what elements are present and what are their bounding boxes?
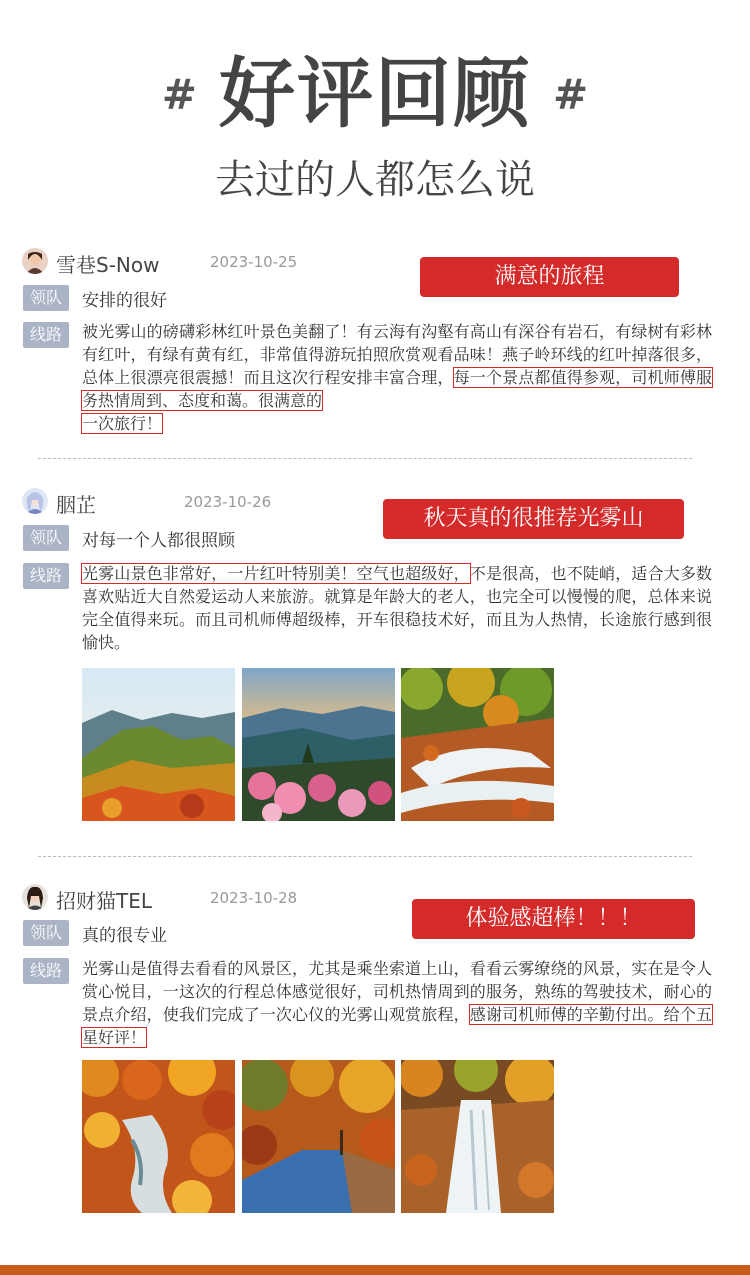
- review-photo-stream[interactable]: [401, 668, 554, 821]
- route-tag: 线路: [23, 958, 69, 984]
- username: 胭芷: [56, 493, 96, 517]
- route-text-plain: 不是很高，也不陡峭，适合大多数喜欢贴近大自然爱运动人来旅游。就算是年龄大的老人，也完全可以慢慢的爬，总体来说完全值得来玩。而且司机师傅超级棒，开车很稳技术好，而且为人热情，长途旅行感到很愉快。: [82, 564, 712, 652]
- divider: [38, 856, 692, 857]
- review-badge: 秋天真的很推荐光雾山: [383, 499, 684, 539]
- review-date: 2023-10-26: [184, 493, 272, 511]
- route-text: [82, 562, 712, 654]
- username: 雪巷S-Now: [56, 253, 160, 277]
- guide-tag: 领队: [23, 285, 69, 311]
- title-row: [0, 49, 750, 138]
- review-badge: 满意的旅程: [420, 257, 679, 297]
- avatar[interactable]: [22, 488, 48, 514]
- review-photo-road[interactable]: [242, 1060, 395, 1213]
- route-text-highlight: 感谢司机师傅的辛勤付出。给个五星好评！: [82, 1005, 712, 1047]
- route-text-plain: 被光雾山的磅礴彩林红叶景色美翻了！有云海有沟壑有高山有深谷有岩石，有绿树有彩林有红叶，有绿有黄有红，非常值得游玩拍照欣赏观看品味！燕子岭环线的红叶掉落很多，总体上很漂亮很震撼！而且这次行程安排丰富合理，: [82, 322, 712, 387]
- page-title: 好评回顾: [219, 49, 531, 138]
- review-photo-waterfall[interactable]: [401, 1060, 554, 1213]
- divider: [38, 458, 692, 459]
- route-text: [82, 957, 712, 1049]
- page-subtitle: 去过的人都怎么说: [215, 157, 535, 203]
- guide-text: 安排的很好: [82, 291, 167, 311]
- route-tag: 线路: [23, 322, 69, 348]
- avatar[interactable]: [22, 248, 48, 274]
- hash-left: #: [161, 69, 197, 119]
- hash-right: #: [553, 69, 589, 119]
- review-photo-mountains[interactable]: [82, 668, 235, 821]
- review-date: 2023-10-28: [210, 889, 298, 907]
- route-text-highlight: 光雾山景色非常好，一片红叶特别美！空气也超级好，: [82, 564, 470, 583]
- username: 招财猫TEL: [56, 889, 152, 913]
- review-date: 2023-10-25: [210, 253, 298, 271]
- route-text: [82, 320, 712, 435]
- review-badge: 体验感超棒！！！: [412, 899, 695, 939]
- route-tag: 线路: [23, 563, 69, 589]
- guide-tag: 领队: [23, 525, 69, 551]
- review-photo-sunset-flowers[interactable]: [242, 668, 395, 821]
- avatar[interactable]: [22, 884, 48, 910]
- route-text-plain: 光雾山是值得去看看的风景区，尤其是乘坐索道上山，看看云雾缭绕的风景，实在是令人赏心悦目，一这次的行程总体感觉很好，司机热情周到的服务，熟练的驾驶技术，耐心的景点介绍，使我们完成了一次心仪的光雾山观赏旅程，: [82, 959, 712, 1024]
- review-photo-gorge[interactable]: [82, 1060, 235, 1213]
- header: [0, 0, 750, 230]
- route-text-highlight: 每一个景点都值得参观，司机师傅服务热情周到、态度和蔼。很满意的: [82, 368, 712, 410]
- guide-tag: 领队: [23, 920, 69, 946]
- guide-text: 对每一个人都很照顾: [82, 531, 235, 551]
- bottom-bar: [0, 1265, 750, 1275]
- route-text-highlight: 一次旅行！: [82, 414, 163, 433]
- guide-text: 真的很专业: [82, 926, 167, 946]
